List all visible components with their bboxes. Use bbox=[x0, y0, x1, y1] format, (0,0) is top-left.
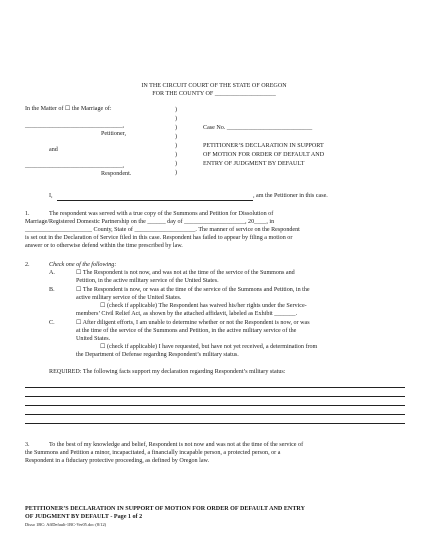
option-b-line: active military service of the United States. bbox=[76, 295, 182, 301]
caption-and: and bbox=[49, 147, 58, 153]
court-heading-line2: FOR THE COUNTY OF ____________________ bbox=[152, 91, 276, 97]
paragraph-2-number: 2. bbox=[25, 262, 30, 268]
facts-blank-line bbox=[25, 423, 405, 424]
paragraph-1-line: The respondent was served with a true copy of the Summons and Petition for Dissolution of bbox=[49, 211, 274, 217]
declarant-label: I, bbox=[49, 193, 53, 199]
footer-title-line2: OF JUDGMENT BY DEFAULT - Page 1 of 2 bbox=[25, 514, 143, 520]
paragraph-3-line: Respondent in a fiduciary protective proceeding, as defined by Oregon law. bbox=[25, 458, 210, 464]
caption-paren: ) bbox=[175, 107, 178, 113]
caption-paren: ) bbox=[175, 134, 178, 140]
paragraph-1-line: answer or to otherwise defend within the time prescribed by law. bbox=[25, 243, 183, 249]
footer-form-code: Disso 1BC: AffDefault-1BC-Ver05.doc (8/12) bbox=[25, 522, 107, 527]
option-b-line: ☐ The Respondent is now, or was at the time of the service of the Summons and Petition, in the bbox=[76, 287, 310, 293]
facts-blank-line bbox=[25, 414, 405, 415]
caption-respondent-label: Respondent. bbox=[101, 171, 132, 177]
facts-blank-line bbox=[25, 405, 405, 406]
declarant-name-blank bbox=[57, 200, 253, 201]
caption-matter: In the Matter of ☐ the Marriage of: bbox=[25, 106, 112, 112]
document-title-line2: OF MOTION FOR ORDER OF DEFAULT AND bbox=[203, 152, 325, 158]
paragraph-3-line: the Summons and Petition a minor, incapacitated, a financially incapable person, a protected person, or a bbox=[25, 450, 281, 456]
caption-paren: ) bbox=[175, 161, 178, 167]
option-b-label: B. bbox=[49, 287, 55, 293]
facts-blank-line bbox=[25, 396, 405, 397]
check-one-instruction: Check one of the following: bbox=[49, 262, 117, 268]
paragraph-3-line: To the best of my knowledge and belief, Respondent is not now and was not at the time of the service of bbox=[49, 442, 304, 448]
paragraph-1-line: Marriage/Registered Domestic Partnership on the ______ day of ____________________, 20____, in bbox=[25, 219, 275, 225]
option-a-line: Petition, in the active military service of the United States. bbox=[76, 278, 219, 284]
document-title-line3: ENTRY OF JUDGMENT BY DEFAULT bbox=[203, 161, 305, 167]
caption-paren: ) bbox=[175, 170, 178, 176]
caption-respondent-blank: ________________________________, bbox=[25, 163, 125, 169]
paragraph-3-number: 3. bbox=[25, 442, 30, 448]
caption-paren: ) bbox=[175, 143, 178, 149]
paragraph-1-line: is set out in the Declaration of Service filed in this case. Respondent has failed to appear by filing a motion or bbox=[25, 235, 293, 241]
caption-paren: ) bbox=[175, 152, 178, 158]
option-c-line: at the time of the service of the Summons and Petition, in the active military service of the bbox=[76, 328, 297, 334]
option-a-line: ☐ The Respondent is not now, and was not at the time of the service of the Summons and bbox=[76, 270, 295, 276]
caption-petitioner-blank: ________________________________, bbox=[25, 123, 125, 129]
option-b-waiver-line: ☐ (check if applicable) The Respondent has waived his/her rights under the Service- bbox=[100, 303, 307, 309]
caption-petitioner-label: Petitioner, bbox=[101, 131, 126, 137]
footer-title-line1: PETITIONER’S DECLARATION IN SUPPORT OF MOTION FOR ORDER OF DEFAULT AND ENTRY bbox=[25, 506, 305, 512]
paragraph-1-number: 1. bbox=[25, 211, 30, 217]
paragraph-1-line: ______________________ County, State of ____________________. The manner of service on the Respondent bbox=[25, 227, 300, 233]
caption-paren: ) bbox=[175, 125, 178, 131]
option-c-label: C. bbox=[49, 320, 55, 326]
case-number-field: Case No. ____________________________ bbox=[203, 125, 313, 131]
option-c-request-line: the Department of Defense regarding Respondent’s military status. bbox=[76, 352, 239, 358]
document-title-line1: PETITIONER’S DECLARATION IN SUPPORT bbox=[203, 143, 324, 149]
military-status-required: REQUIRED: The following facts support my declaration regarding Respondent’s military status: bbox=[49, 369, 286, 375]
caption-paren: ) bbox=[175, 116, 178, 122]
option-c-line: United States. bbox=[76, 336, 111, 342]
option-c-request-line: ☐ (check if applicable) I have requested, but have not yet received, a determination from bbox=[100, 344, 318, 350]
option-a-label: A. bbox=[49, 270, 55, 276]
court-heading-line1: IN THE CIRCUIT COURT OF THE STATE OF OREGON bbox=[141, 83, 287, 89]
facts-blank-line bbox=[25, 387, 405, 388]
declarant-statement: , am the Petitioner in this case. bbox=[253, 193, 328, 199]
option-b-waiver-line: members’ Civil Relief Act, as shown by the attached affidavit, labeled as Exhibit _______. bbox=[76, 311, 298, 317]
option-c-line: ☐ After diligent efforts, I am unable to determine whether or not the Respondent is now, or was bbox=[76, 320, 310, 326]
